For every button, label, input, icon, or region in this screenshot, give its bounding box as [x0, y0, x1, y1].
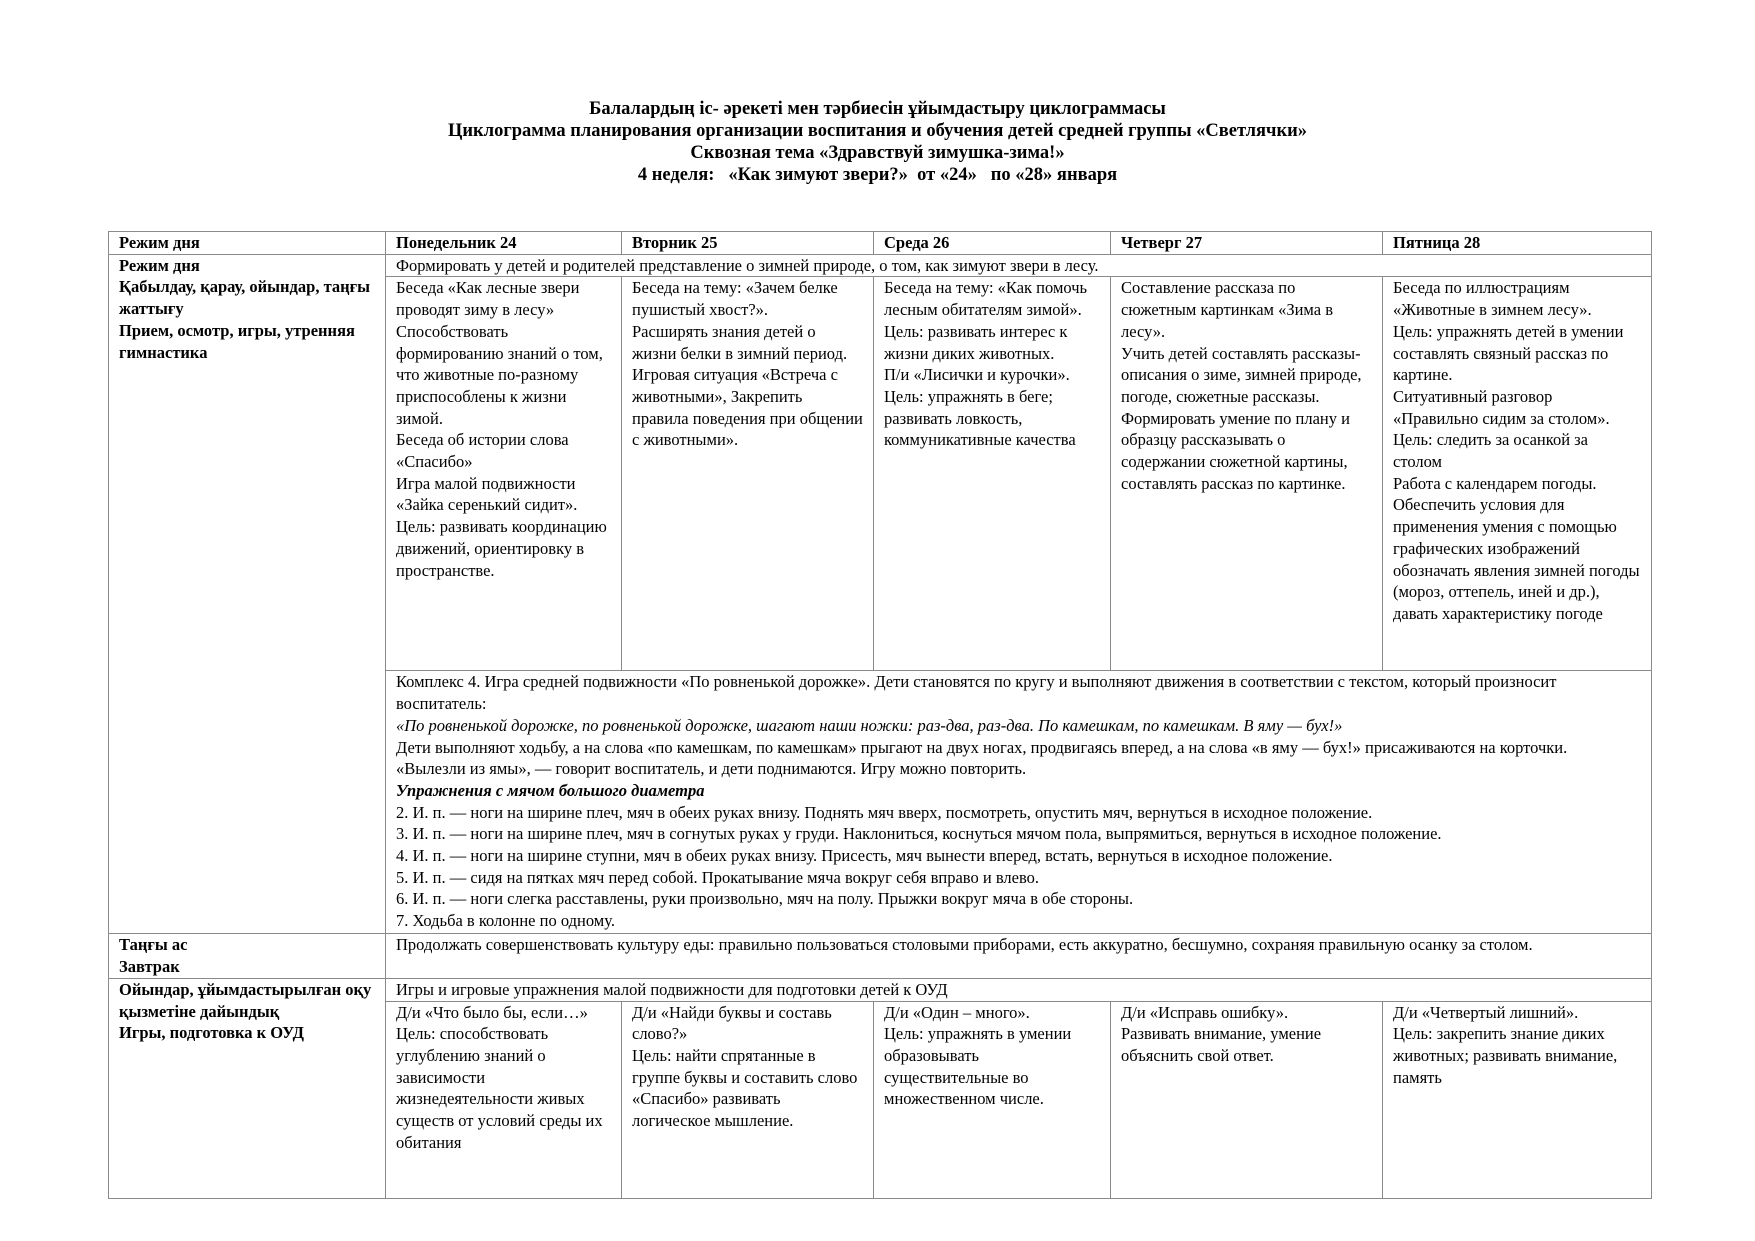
exercise-poem: «По ровненькой дорожке, по ровненькой дорожке, шагают наши ножки: раз-два, раз-два. По камешкам, по камешкам. В яму — бух!»	[396, 715, 1343, 735]
exercise-heading: Упражнения с мячом большого диаметра	[396, 780, 705, 800]
header-cell-tuesday: Вторник 25	[622, 232, 874, 255]
theme-title: Сквозная тема «Здравствуй зимушка-зима!»	[690, 143, 1065, 163]
title-russian: Циклограмма планирования организации воспитания и обучения детей средней группы «Светлячки»	[447, 121, 1308, 141]
breakfast-label-line: Таңғы ас	[119, 935, 188, 955]
morning-label-line: Режим дня	[119, 255, 200, 275]
exercise-item: 4. И. п. — ноги на ширине ступни, мяч в обеих руках внизу. Присесть, мяч вынести вперед, встать, вернуться в исходное положение.	[396, 846, 1333, 866]
header-cell-monday: Понедельник 24	[386, 232, 622, 255]
header-cell-friday: Пятница 28	[1383, 232, 1652, 255]
games-wednesday-cell: Д/и «Один – много». Цель: упражнять в умении образовывать существительные во множественном числе.	[874, 1001, 1111, 1198]
exercise-item: 3. И. п. — ноги на ширине плеч, мяч в согнутых руках у груди. Наклониться, коснуться мячом пола, выпрямиться, вернуться в исходное положение.	[396, 824, 1442, 844]
exercise-cell	[386, 671, 1652, 934]
games-label-cell	[109, 978, 386, 1198]
morning-common-row	[109, 254, 1652, 277]
morning-common-cell: Формировать у детей и родителей представление о зимней природе, о том, как зимуют звери в лесу.	[386, 254, 1652, 277]
morning-monday-cell: Беседа «Как лесные звери проводят зиму в лесу» Способствовать формированию знаний о том, что животные по-разному приспособлены к жизни зимой. Беседа об истории слова «Спасибо» Игра малой подвижности «Зайка серенький сидит». Цель: развивать координацию движений, ориентировку в пространстве.	[386, 277, 622, 671]
table-header-row	[109, 232, 1652, 255]
morning-tuesday-cell: Беседа на тему: «Зачем белке пушистый хвост?». Расширять знания детей о жизни белки в зимний период. Игровая ситуация «Встреча с животными», Закрепить правила поведения при общении с животными».	[622, 277, 874, 671]
header-cell-wednesday: Среда 26	[874, 232, 1111, 255]
header-cell-regime: Режим дня	[109, 232, 386, 255]
games-common-cell: Игры и игровые упражнения малой подвижности для подготовки детей к ОУД	[386, 978, 1652, 1001]
exercise-description: Дети выполняют ходьбу, а на слова «по камешкам, по камешкам» прыгают на двух ногах, продвигаясь вперед, а на слова «в яму — бух!» присаживаются на корточки. «Вылезли из ямы», — говорит воспитатель, и дети поднимаются. Игру можно повторить.	[396, 737, 1568, 779]
header-cell-thursday: Четверг 27	[1111, 232, 1383, 255]
games-common-row	[109, 978, 1652, 1001]
games-friday-cell: Д/и «Четвертый лишний». Цель: закрепить знание диких животных; развивать внимание, память	[1383, 1001, 1652, 1198]
week-title: 4 неделя: «Как зимуют звери?» от «24» по «28» января	[637, 165, 1118, 185]
exercise-item: 6. И. п. — ноги слегка расставлены, руки произвольно, мяч на полу. Прыжки вокруг мяча в обе стороны.	[396, 889, 1134, 909]
morning-friday-cell: Беседа по иллюстрациям «Животные в зимнем лесу». Цель: упражнять детей в умении составлять связный рассказ по картине. Ситуативный разговор «Правильно сидим за столом». Цель: следить за осанкой за столом Работа с календарем погоды. Обеспечить условия для применения умения с помощью графических изображений обозначать явления зимней погоды (мороз, оттепель, иней и др.), давать характеристику погоде	[1383, 277, 1652, 671]
games-label-line: Игры, подготовка к ОУД	[119, 1023, 304, 1043]
morning-label-cell	[109, 254, 386, 934]
breakfast-label-cell	[109, 934, 386, 978]
cyclogram-table	[108, 231, 1652, 1199]
games-tuesday-cell: Д/и «Найди буквы и составь слово?» Цель: найти спрятанные в группе буквы и составить слово «Спасибо» развивать логическое мышление.	[622, 1001, 874, 1198]
morning-thursday-cell: Составление рассказа по сюжетным картинкам «Зима в лесу». Учить детей составлять рассказы-описания о зиме, зимней природе, погоде, сюжетные рассказы. Формировать умение по плану и образцу рассказывать о содержании сюжетной картины, составлять рассказ по картинке.	[1111, 277, 1383, 671]
exercise-item: 7. Ходьба в колонне по одному.	[396, 911, 615, 931]
exercise-item: 2. И. п. — ноги на ширине плеч, мяч в обеих руках внизу. Поднять мяч вверх, посмотреть, опустить мяч, вернуться в исходное положение.	[396, 802, 1373, 822]
morning-wednesday-cell: Беседа на тему: «Как помочь лесным обитателям зимой». Цель: развивать интерес к жизни диких животных. П/и «Лисички и курочки». Цель: упражнять в беге; развивать ловкость, коммуникативные качества	[874, 277, 1111, 671]
breakfast-label-line: Завтрак	[119, 957, 180, 977]
morning-label-line: Прием, осмотр, игры, утренняя гимнастика	[119, 320, 355, 362]
title-kazakh: Балалардың іс- әрекеті мен тәрбиесін ұйымдастыру циклограммасы	[589, 99, 1166, 119]
document-header	[0, 98, 1755, 186]
breakfast-row	[109, 934, 1652, 978]
morning-label-line: Қабылдау, қарау, ойындар, таңғы жаттығу	[119, 277, 371, 319]
exercise-item: 5. И. п. — сидя на пятках мяч перед собой. Прокатывание мяча вокруг себя вправо и влево.	[396, 867, 1040, 887]
games-thursday-cell: Д/и «Исправь ошибку». Развивать внимание, умение объяснить свой ответ.	[1111, 1001, 1383, 1198]
games-monday-cell: Д/и «Что было бы, если…» Цель: способствовать углублению знаний о зависимости жизнедеятельности живых существ от условий среды их обитания	[386, 1001, 622, 1198]
exercise-intro: Комплекс 4. Игра средней подвижности «По ровненькой дорожке». Дети становятся по кругу и выполняют движения в соответствии с текстом, который произносит воспитатель:	[396, 672, 1557, 714]
games-label-line: Ойындар, ұйымдастырылған оқу қызметіне дайындық	[119, 979, 372, 1021]
breakfast-text-cell: Продолжать совершенствовать культуру еды: правильно пользоваться столовыми приборами, есть аккуратно, бесшумно, сохраняя правильную осанку за столом.	[386, 934, 1652, 978]
